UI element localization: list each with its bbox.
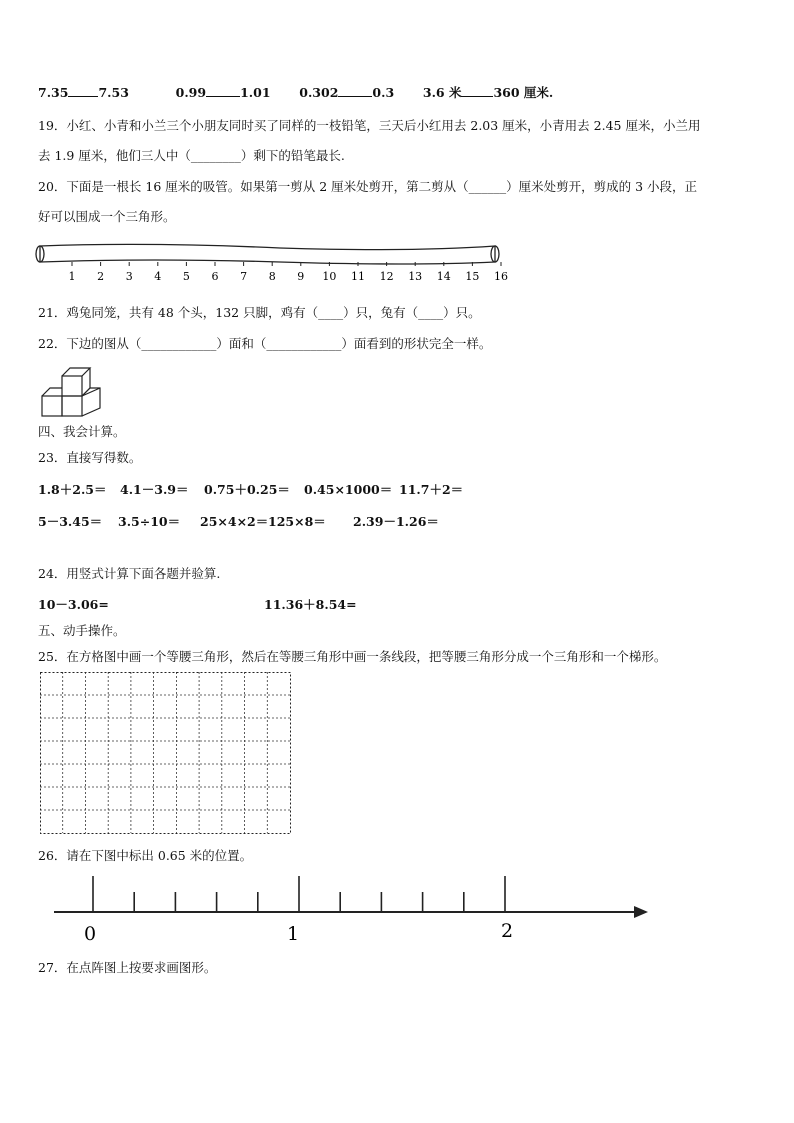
answer-blank[interactable]: [206, 84, 240, 97]
straw-tick-label: 8: [268, 270, 276, 283]
straw-tick-label: 2: [97, 270, 105, 283]
comparison-row: [38, 83, 553, 101]
number-line-label-0: 0: [83, 923, 97, 945]
calc-item: 25×4×2＝: [200, 514, 269, 529]
q26-text: 26．请在下图中标出 0.65 米的位置。: [38, 848, 253, 863]
straw-tick-label: 15: [465, 270, 480, 283]
number-line-figure[interactable]: [50, 870, 655, 946]
calc-item: 0.45×1000＝: [304, 482, 393, 497]
comparison-left: 3.6 米: [422, 85, 462, 100]
straw-tick-label: 16: [494, 270, 508, 283]
straw-tick-label: 1: [68, 270, 76, 283]
q22-text: 22．下边的图从（____________）面和（____________）面看到的形状完全一样。: [38, 336, 492, 351]
calc-item: 1.8＋2.5＝: [38, 482, 107, 497]
calc-item: 11.7＋2＝: [399, 482, 464, 497]
straw-tick-label: 3: [125, 270, 133, 283]
straw-tick-label: 10: [322, 270, 337, 283]
answer-blank[interactable]: [461, 84, 493, 97]
q24-item-1: 10－3.06=: [38, 597, 109, 612]
number-line-arrow: [634, 906, 648, 918]
straw-tick-label: 11: [351, 270, 365, 283]
comparison-left: 0.302: [299, 85, 339, 100]
q24-item-2: 11.36＋8.54=: [264, 597, 357, 612]
comparison-right: 360 厘米.: [493, 85, 554, 100]
calc-item: 5－3.45＝: [38, 514, 103, 529]
q23-row1: [38, 480, 463, 498]
q20-line1: 20．下面是一根长 16 厘米的吸管。如果第一剪从 2 厘米处剪开，第二剪从（______）厘米处剪开，剪成的 3 小段，正: [38, 179, 698, 194]
q20-line2: 好可以围成一个三角形。: [38, 209, 176, 224]
q21-text: 21．鸡兔同笼，共有 48 个头，132 只脚，鸡有（____）只，兔有（____）只。: [38, 305, 481, 320]
q25-text: 25．在方格图中画一个等腰三角形，然后在等腰三角形中画一条线段，把等腰三角形分成一个三角形和一个梯形。: [38, 649, 667, 664]
straw-tick-label: 7: [240, 270, 248, 283]
straw-tick-label: 13: [408, 270, 423, 283]
cubes-figure: [40, 366, 106, 418]
straw-tick-label: 9: [297, 270, 305, 283]
calc-item: 4.1－3.9＝: [120, 482, 189, 497]
q19-line2: 去 1.9 厘米，他们三人中（________）剩下的铅笔最长.: [38, 148, 345, 163]
answer-blank[interactable]: [68, 84, 98, 97]
straw-tick-label: 12: [379, 270, 394, 283]
square-grid[interactable]: [40, 672, 294, 836]
q19-line1: 19．小红、小青和小兰三个小朋友同时买了同样的一枝铅笔，三天后小红用去 2.03 厘米，小青用去 2.45 厘米，小兰用: [38, 118, 701, 133]
q24-title: 24．用竖式计算下面各题并验算.: [38, 566, 221, 581]
section4-title: 四、我会计算。: [38, 424, 126, 439]
comparison-right: 1.01: [240, 85, 271, 100]
comparison-right: 7.53: [98, 85, 129, 100]
answer-blank[interactable]: [338, 84, 372, 97]
calc-item: 0.75＋0.25＝: [204, 482, 290, 497]
number-line-label-2: 2: [500, 920, 514, 942]
q23-row2: [38, 512, 439, 530]
number-line-label-1: 1: [286, 923, 300, 945]
straw-tick-label: 5: [182, 270, 190, 283]
comparison-right: 0.3: [372, 85, 395, 100]
straw-ruler-figure: [30, 238, 510, 286]
comparison-left: 7.35: [38, 85, 69, 100]
straw-outline: [40, 244, 495, 264]
q23-title: 23．直接写得数。: [38, 450, 142, 465]
straw-tick-label: 6: [211, 270, 219, 283]
calc-item: 125×8＝: [268, 514, 326, 529]
calc-item: 3.5÷10＝: [118, 514, 181, 529]
calc-item: 2.39－1.26＝: [353, 514, 439, 529]
straw-tick-label: 4: [154, 270, 162, 283]
straw-tick-label: 14: [436, 270, 451, 283]
section5-title: 五、动手操作。: [38, 623, 126, 638]
q27-text: 27．在点阵图上按要求画图形。: [38, 960, 217, 975]
comparison-left: 0.99: [175, 85, 207, 100]
